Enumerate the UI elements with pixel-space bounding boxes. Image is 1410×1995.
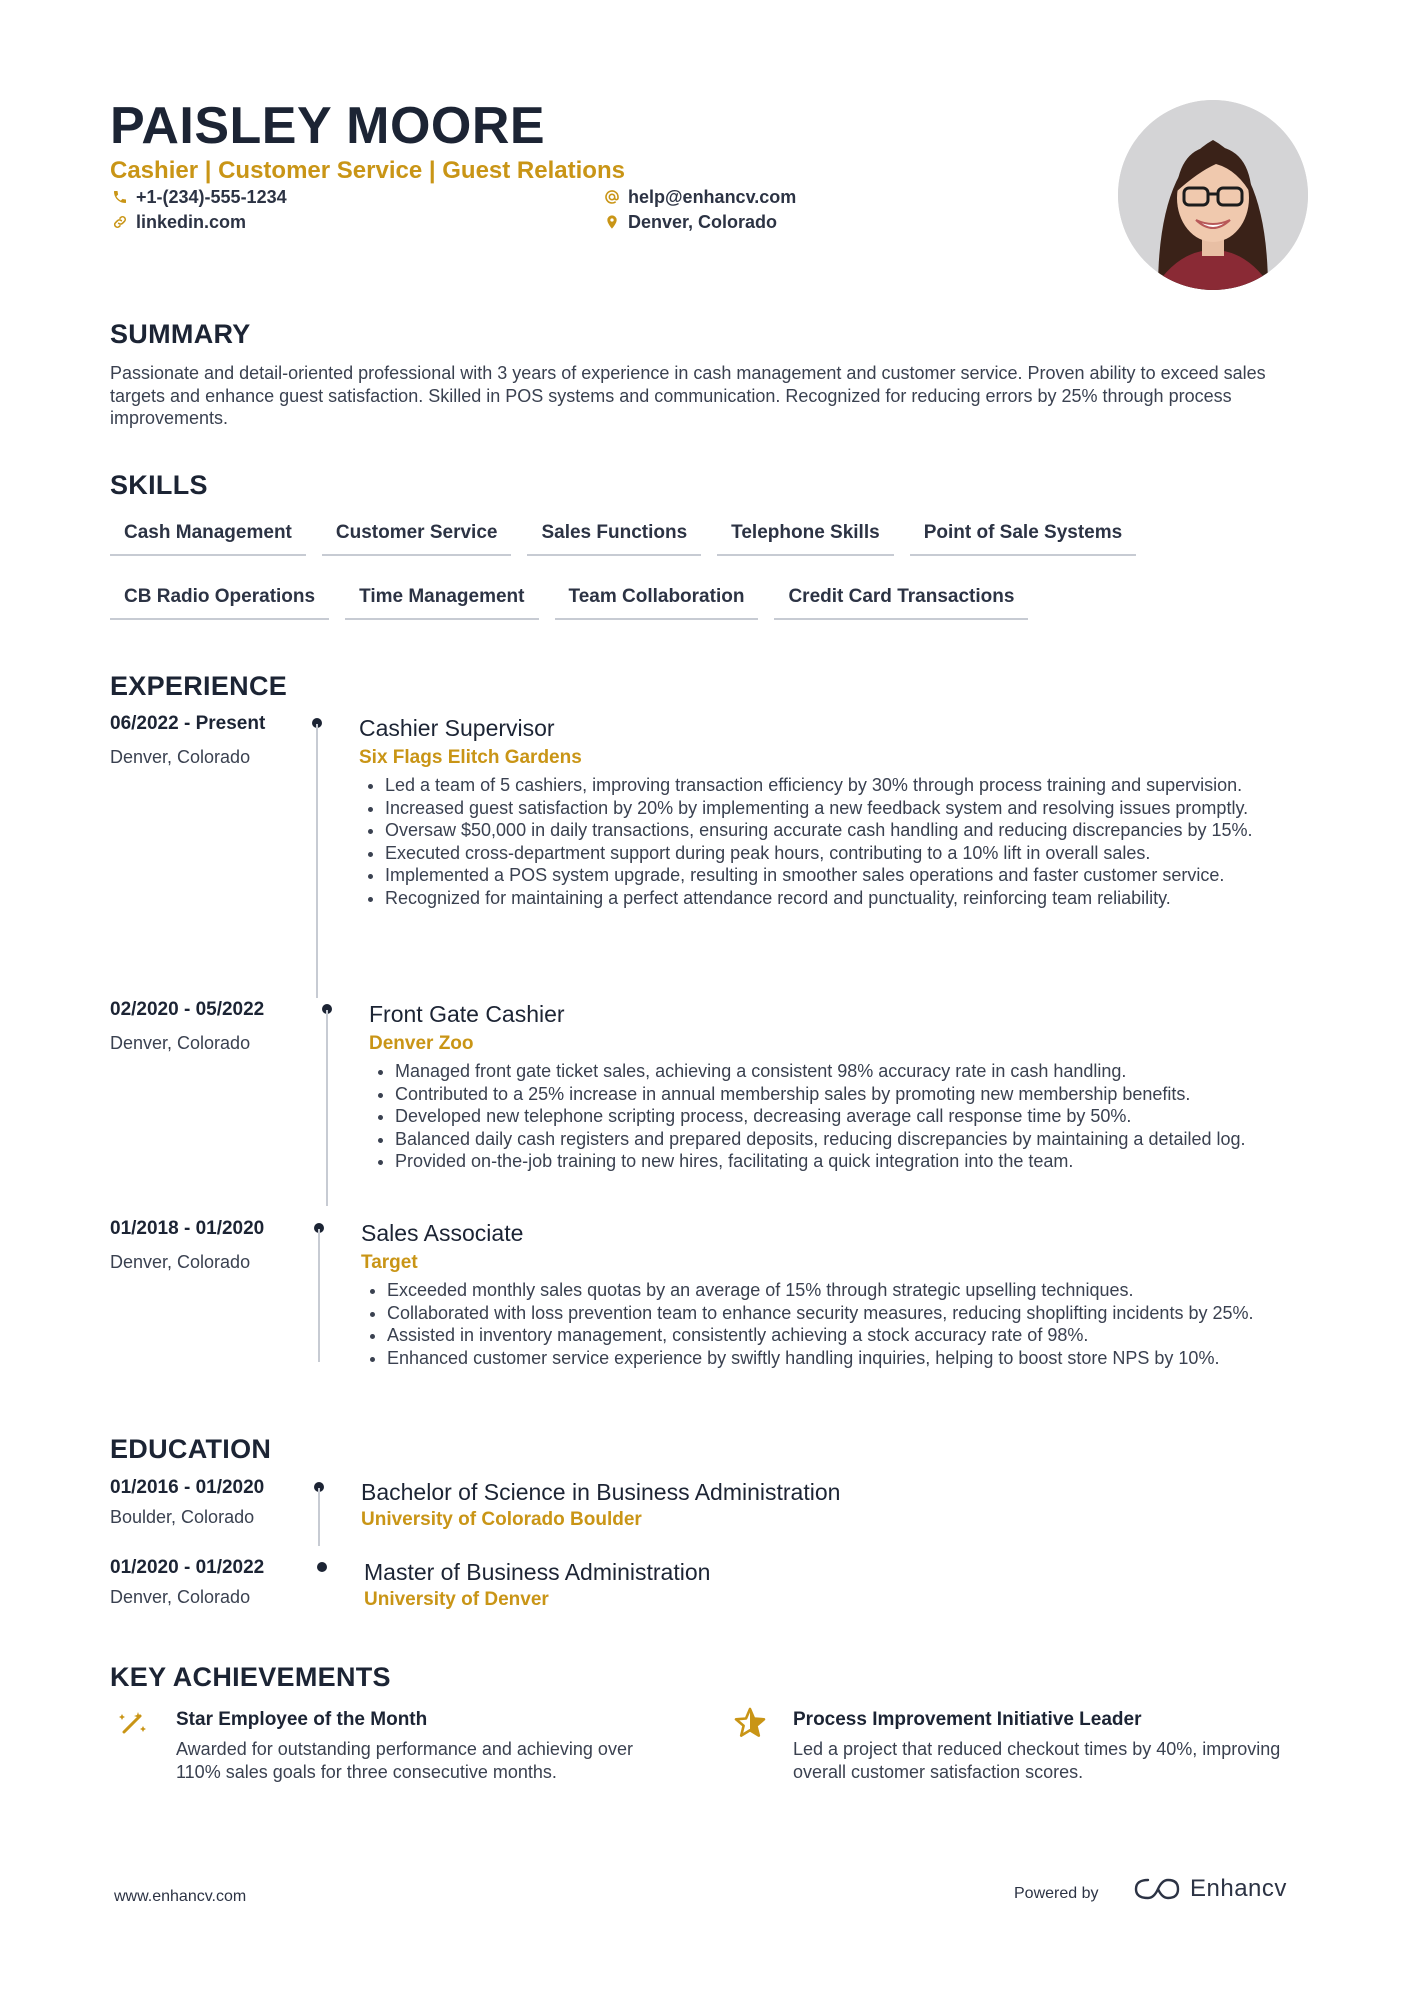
- bullet-item: • Developed new telephone scripting process, decreasing average call response time by 50%.: [395, 1105, 1385, 1128]
- skill-tag: Customer Service: [322, 514, 512, 556]
- bullet-item: • Led a team of 5 cashiers, improving transaction efficiency by 30% through process training and supervision.: [385, 774, 1385, 797]
- bullet-item: • Managed front gate ticket sales, achieving a consistent 98% accuracy rate in cash handling.: [395, 1060, 1385, 1083]
- experience-role: Cashier Supervisor: [359, 715, 555, 741]
- enhancv-logo-icon: [1134, 1876, 1180, 1902]
- summary-text: Passionate and detail-oriented professional with 3 years of experience in cash management and customer service. Proven ability to exceed sales targets and enhance guest satisfaction. Skilled in POS systems and communication. Recognized for reducing errors by 25% through process improvements.: [110, 363, 1266, 428]
- timeline-line: [316, 724, 318, 998]
- education-school: University of Denver: [364, 1589, 549, 1610]
- website-text[interactable]: linkedin.com: [136, 212, 247, 232]
- achievement-item: [116, 1706, 676, 1796]
- skill-tag: Time Management: [345, 578, 538, 620]
- email-text[interactable]: help@enhancv.com: [628, 187, 797, 207]
- summary-title: SUMMARY: [110, 319, 251, 349]
- experience-location: Denver, Colorado: [110, 747, 251, 767]
- location-text: Denver, Colorado: [628, 212, 778, 232]
- achievement-description: Awarded for outstanding performance and achieving over 110% sales goals for three consecutive months.: [176, 1739, 633, 1782]
- experience-location: Denver, Colorado: [110, 1033, 251, 1053]
- contact-phone: [110, 186, 287, 208]
- skill-tag: CB Radio Operations: [110, 578, 329, 620]
- skills-row: [110, 514, 1310, 556]
- experience-bullets: [369, 1060, 1385, 1173]
- location-pin-icon: [602, 212, 622, 232]
- footer-powered-by: Powered by: [1014, 1885, 1099, 1902]
- skill-tag: Sales Functions: [527, 514, 701, 556]
- experience-location: Denver, Colorado: [110, 1252, 251, 1272]
- footer-website[interactable]: www.enhancv.com: [114, 1888, 247, 1905]
- experience-bullets: [361, 1279, 1387, 1369]
- skills-row: [110, 578, 1310, 620]
- education-location: Denver, Colorado: [110, 1587, 251, 1607]
- link-icon: [110, 212, 130, 232]
- education-location: Boulder, Colorado: [110, 1507, 255, 1527]
- achievement-title: Process Improvement Initiative Leader: [793, 1709, 1142, 1730]
- contact-location: [602, 211, 777, 233]
- experience-company: Six Flags Elitch Gardens: [359, 747, 582, 768]
- bullet-item: • Executed cross-department support during peak hours, contributing to a 10% lift in overall sales.: [385, 842, 1385, 865]
- headline: Cashier | Customer Service | Guest Relations: [110, 157, 625, 184]
- experience-date: 02/2020 - 05/2022: [110, 999, 265, 1020]
- bullet-item: • Collaborated with loss prevention team to enhance security measures, reducing shoplifting incidents by 25%.: [387, 1302, 1387, 1325]
- at-icon: [602, 187, 622, 207]
- bullet-item: • Assisted in inventory management, consistently achieving a stock accuracy rate of 98%.: [387, 1324, 1387, 1347]
- achievement-title: Star Employee of the Month: [176, 1709, 428, 1730]
- bullet-item: • Implemented a POS system upgrade, resulting in smoother sales operations and faster customer service.: [385, 864, 1385, 887]
- achievement-item: [733, 1706, 1293, 1796]
- experience-role: Front Gate Cashier: [369, 1001, 565, 1027]
- education-school: University of Colorado Boulder: [361, 1509, 642, 1530]
- bullet-item: • Balanced daily cash registers and prepared deposits, reducing discrepancies by maintaining a detailed log.: [395, 1128, 1385, 1151]
- experience-company: Denver Zoo: [369, 1033, 474, 1054]
- experience-company: Target: [361, 1252, 418, 1273]
- bullet-item: • Oversaw $50,000 in daily transactions, ensuring accurate cash handling and reducing discrepancies by 15%.: [385, 819, 1385, 842]
- experience-date: 06/2022 - Present: [110, 713, 266, 734]
- experience-date: 01/2018 - 01/2020: [110, 1218, 265, 1239]
- skills-title: SKILLS: [110, 470, 208, 500]
- skills-list: [110, 514, 1310, 642]
- bullet-item: • Exceeded monthly sales quotas by an average of 15% through strategic upselling techniques.: [387, 1279, 1387, 1302]
- skill-tag: Telephone Skills: [717, 514, 894, 556]
- achievements-title: KEY ACHIEVEMENTS: [110, 1662, 391, 1692]
- wand-icon: [116, 1706, 150, 1740]
- education-degree: Bachelor of Science in Business Administration: [361, 1479, 841, 1505]
- star-icon: [733, 1706, 767, 1740]
- experience-bullets: [359, 774, 1385, 909]
- bullet-item: • Contributed to a 25% increase in annual membership sales by promoting new membership benefits.: [395, 1083, 1385, 1106]
- education-degree: Master of Business Administration: [364, 1559, 711, 1585]
- experience-role: Sales Associate: [361, 1220, 524, 1246]
- timeline-line: [318, 1488, 320, 1546]
- footer-brand: Enhancv: [1190, 1875, 1287, 1902]
- bullet-item: • Provided on-the-job training to new hires, facilitating a quick integration into the team.: [395, 1150, 1385, 1173]
- profile-photo: [1118, 100, 1308, 290]
- education-title: EDUCATION: [110, 1434, 272, 1464]
- skill-tag: Point of Sale Systems: [910, 514, 1137, 556]
- phone-text: +1-(234)-555-1234: [136, 187, 287, 207]
- enhancv-logo[interactable]: [1134, 1874, 1287, 1904]
- contact-email: [602, 186, 796, 208]
- candidate-name: PAISLEY MOORE: [110, 97, 546, 155]
- education-date: 01/2020 - 01/2022: [110, 1557, 265, 1578]
- experience-title: EXPERIENCE: [110, 671, 288, 701]
- bullet-item: • Increased guest satisfaction by 20% by implementing a new feedback system and resolving issues promptly.: [385, 797, 1385, 820]
- skill-tag: Team Collaboration: [555, 578, 759, 620]
- skill-tag: Cash Management: [110, 514, 306, 556]
- timeline-dot: [317, 1562, 327, 1572]
- education-date: 01/2016 - 01/2020: [110, 1477, 265, 1498]
- timeline-line: [326, 1010, 328, 1206]
- timeline-line: [318, 1229, 320, 1362]
- skill-tag: Credit Card Transactions: [774, 578, 1028, 620]
- bullet-item: • Enhanced customer service experience by swiftly handling inquiries, helping to boost store NPS by 10%.: [387, 1347, 1387, 1370]
- achievement-description: Led a project that reduced checkout times by 40%, improving overall customer satisfaction scores.: [793, 1739, 1281, 1782]
- contact-website: [110, 211, 246, 233]
- bullet-item: • Recognized for maintaining a perfect attendance record and punctuality, reinforcing team reliability.: [385, 887, 1385, 910]
- phone-icon: [110, 187, 130, 207]
